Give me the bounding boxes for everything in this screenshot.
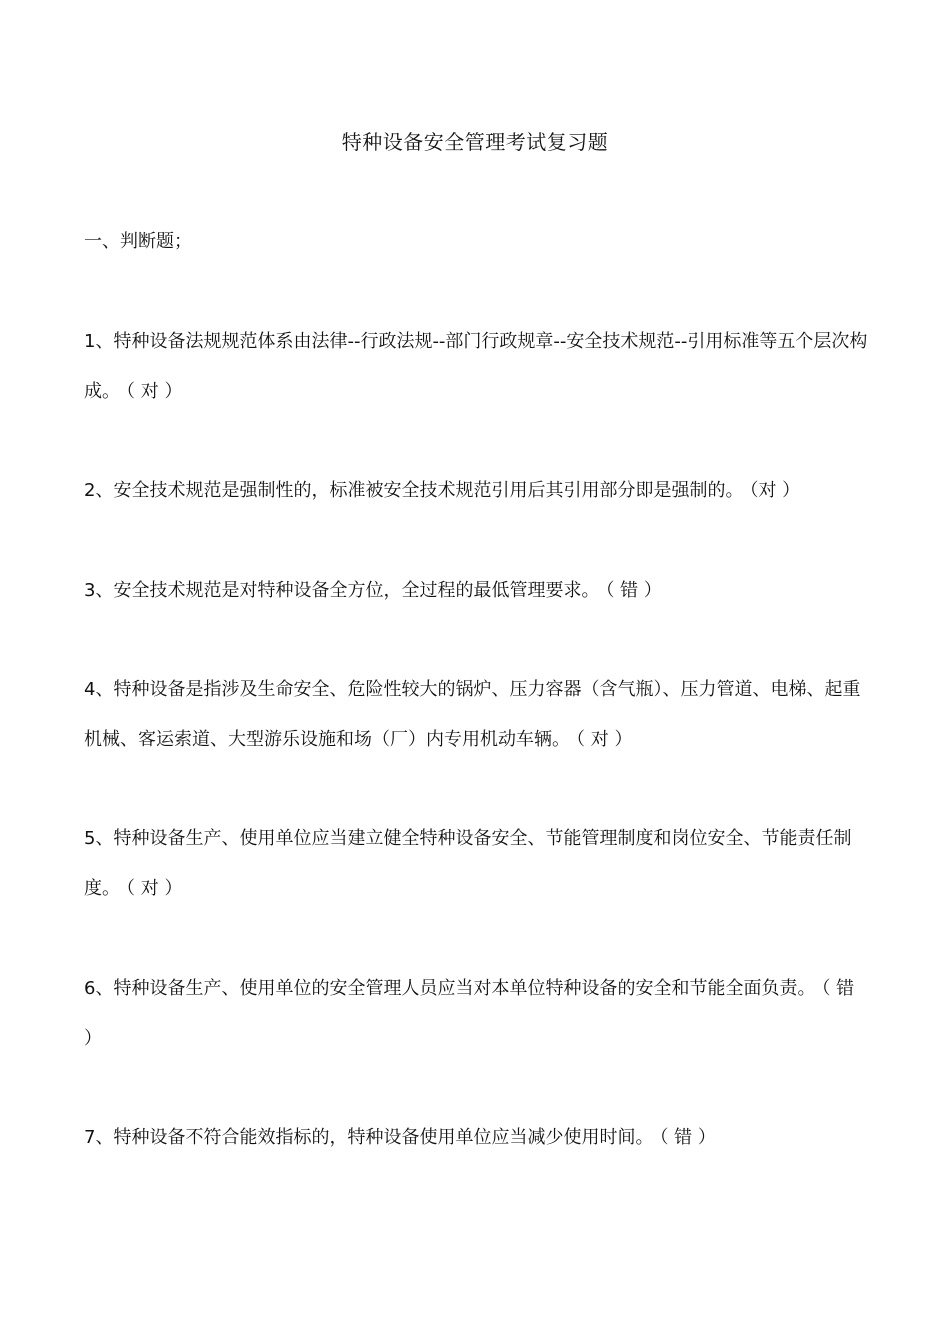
question-answer: （ 错 ）	[659, 1127, 716, 1148]
question-answer: （ 对 ）	[126, 381, 183, 402]
question-text: 4、特种设备是指涉及生命安全、危险性较大的锅炉、压力容器（含气瓶）、压力管道、电梯、起重机械、客运索道、大型游乐设施和场（厂）内专用机动车辆。	[84, 679, 861, 750]
question-answer: （ 对 ）	[126, 878, 183, 899]
question-text: 7、特种设备不符合能效指标的，特种设备使用单位应当减少使用时间。	[84, 1127, 654, 1148]
question-5	[84, 814, 868, 914]
question-6	[84, 964, 868, 1064]
question-text: 5、特种设备生产、使用单位应当建立健全特种设备安全、节能管理制度和岗位安全、节能责任制度。	[84, 828, 852, 899]
question-answer: （ 错 ）	[605, 580, 662, 601]
question-2	[84, 466, 868, 516]
question-answer: （ 对 ）	[576, 729, 633, 750]
question-text: 2、安全技术规范是强制性的，标准被安全技术规范引用后其引用部分即是强制的。	[84, 480, 744, 501]
question-text: 6、特种设备生产、使用单位的安全管理人员应当对本单位特种设备的安全和节能全面负责。	[84, 978, 816, 999]
question-answer: （对 ）	[749, 480, 801, 501]
question-7	[84, 1113, 868, 1163]
question-text: 3、安全技术规范是对特种设备全方位，全过程的最低管理要求。	[84, 580, 600, 601]
document-title: 特种设备安全管理考试复习题	[341, 130, 609, 154]
question-4	[84, 665, 868, 765]
section-heading: 一、判断题；	[84, 231, 192, 252]
question-1	[84, 317, 868, 417]
question-answer: （ 错 ）	[84, 978, 855, 1049]
question-3	[84, 566, 868, 616]
question-text: 1、特种设备法规规范体系由法律--行政法规--部门行政规章--安全技术规范--引用标准等五个层次构成。	[84, 331, 868, 402]
